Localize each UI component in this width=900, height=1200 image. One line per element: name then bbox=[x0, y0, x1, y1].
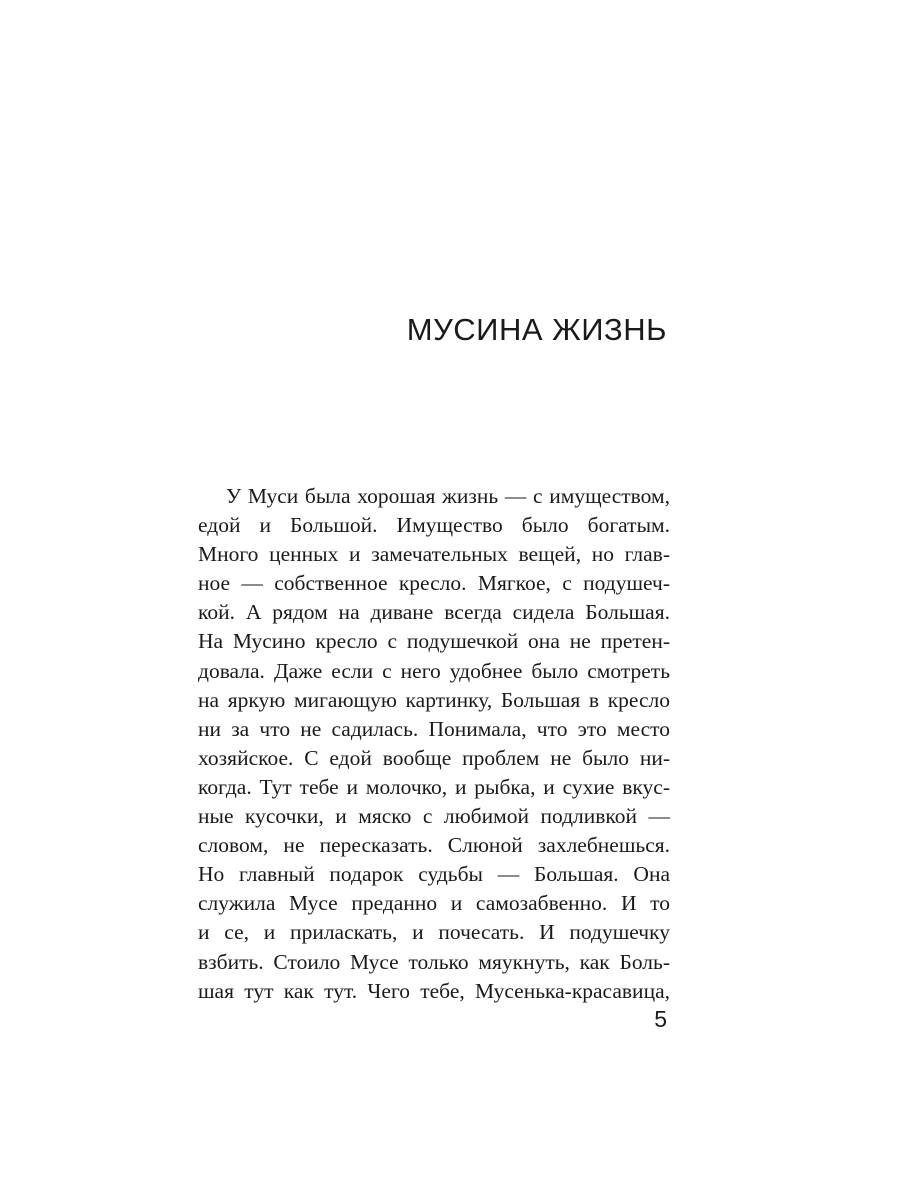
text-line: хозяйское. С едой вообще проблем не было ни- bbox=[198, 745, 670, 770]
text-line: ни за что не садилась. Понимала, что это место bbox=[198, 716, 670, 741]
text-line: взбить. Стоило Мусе только мяукнуть, как Боль- bbox=[198, 949, 670, 974]
text-line: Но главный подарок судьбы — Большая. Она bbox=[198, 862, 670, 887]
text-line: словом, не пересказать. Слюной захлебнешься. bbox=[198, 833, 670, 858]
text-line: когда. Тут тебе и молочко, и рыбка, и сухие вкус- bbox=[198, 774, 670, 799]
text-line: Много ценных и замечательных вещей, но глав- bbox=[198, 542, 670, 567]
text-line: кой. А рядом на диване всегда сидела Большая. bbox=[198, 600, 670, 625]
text-line: ное — собственное кресло. Мягкое, с подушеч- bbox=[198, 571, 670, 596]
text-line: У Муси была хорошая жизнь — с имуществом, bbox=[226, 484, 670, 508]
chapter-title: МУСИНА ЖИЗНЬ bbox=[406, 312, 667, 347]
text-line: едой и Большой. Имущество было богатым. bbox=[198, 513, 670, 538]
text-line: На Мусино кресло с подушечкой она не претен- bbox=[198, 629, 670, 654]
text-line: служила Мусе преданно и самозабвенно. И то bbox=[198, 891, 670, 916]
text-line: на яркую мигающую картинку, Большая в кресло bbox=[198, 687, 670, 712]
page-number: 5 bbox=[654, 1006, 667, 1032]
text-line: шая тут как тут. Чего тебе, Мусенька-красавица, bbox=[198, 978, 670, 1003]
text-line: ные кусочки, и мяско с любимой подливкой — bbox=[198, 804, 670, 829]
text-line: довала. Даже если с него удобнее было смотреть bbox=[198, 658, 670, 683]
body-paragraph bbox=[198, 482, 670, 1006]
text-line: и се, и приласкать, и почесать. И подушечку bbox=[198, 920, 670, 945]
